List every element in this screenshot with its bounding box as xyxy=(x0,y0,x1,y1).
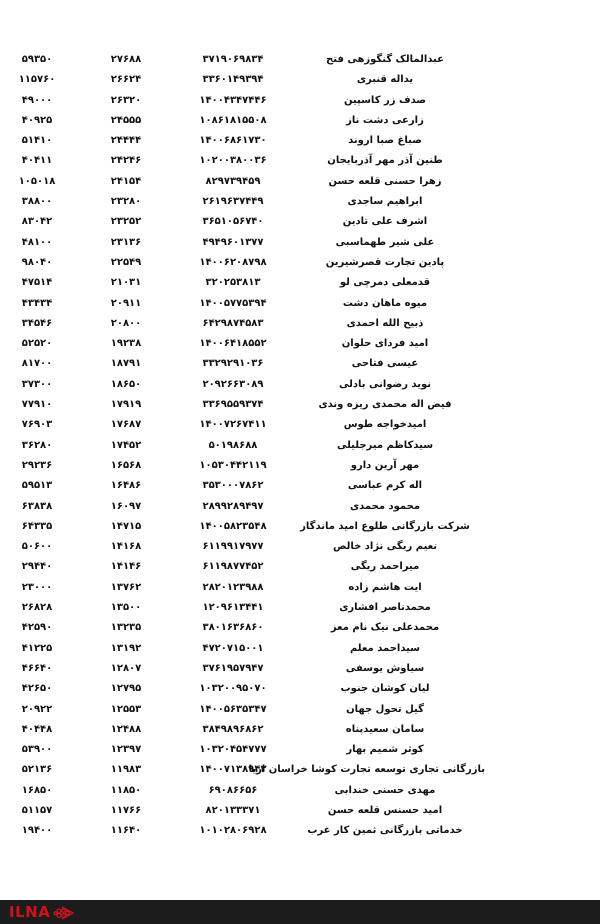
amount-cell: ۴۰۴۴۸ xyxy=(21,723,53,735)
amount-cell: ۵۲۱۳۶ xyxy=(21,764,53,776)
id-cell: ۱۴۰۰۴۳۴۷۴۴۶ xyxy=(199,94,267,106)
table-row xyxy=(0,192,600,212)
id-cell: ۳۸۴۹۸۹۶۸۶۲ xyxy=(202,723,264,735)
id-cell: ۱۰۱۰۲۸۰۶۹۲۸ xyxy=(199,825,267,837)
id-cell: ۲۸۲۰۱۲۳۹۸۸ xyxy=(202,581,264,593)
count-cell: ۱۲۸۰۷ xyxy=(110,662,142,674)
table-row xyxy=(0,659,600,679)
count-cell: ۱۳۲۳۵ xyxy=(110,622,142,634)
amount-cell: ۵۹۵۱۳ xyxy=(21,480,53,492)
count-cell: ۱۷۹۱۹ xyxy=(110,399,142,411)
name-cell: قدمعلی دمرچی لو xyxy=(339,277,431,289)
id-cell: ۶۴۲۹۸۷۴۵۸۳ xyxy=(202,317,264,329)
amount-cell: ۹۸۰۴۰ xyxy=(21,256,53,268)
id-cell: ۱۰۳۲۰۰۹۵۰۷۰ xyxy=(199,683,267,695)
table-row xyxy=(0,598,600,618)
name-cell: سیاوش یوسفی xyxy=(345,662,425,674)
count-cell: ۲۷۶۸۸ xyxy=(110,54,142,65)
count-cell: ۲۳۲۸۰ xyxy=(110,196,142,208)
amount-cell: ۳۴۵۴۶ xyxy=(21,317,53,329)
id-cell: ۱۴۰۰۵۶۳۵۳۴۷ xyxy=(199,703,267,715)
count-cell: ۱۳۱۹۲ xyxy=(110,642,142,654)
amount-cell: ۲۳۰۰۰ xyxy=(21,581,53,593)
id-cell: ۸۲۹۷۳۹۴۵۹ xyxy=(205,175,261,187)
id-cell: ۱۴۰۰۵۸۲۳۵۴۸ xyxy=(199,520,267,532)
name-cell: میوه ماهان دشت xyxy=(342,297,428,309)
name-cell: امید حسنس قلعه حسن xyxy=(327,804,443,816)
count-cell: ۲۱۰۳۱ xyxy=(110,277,142,289)
id-cell: ۸۲۰۱۳۳۳۷۱ xyxy=(205,804,261,816)
amount-cell: ۵۰۶۰۰ xyxy=(21,541,53,553)
name-cell: سیداحمد معلم xyxy=(349,642,421,654)
amount-cell: ۴۰۹۲۵ xyxy=(21,114,53,126)
amount-cell: ۳۶۲۸۰ xyxy=(21,439,53,451)
amount-cell: ۵۳۹۰۰ xyxy=(21,744,53,756)
data-table xyxy=(0,50,600,842)
table-row xyxy=(0,720,600,740)
amount-cell: ۱۱۵۷۶۰ xyxy=(18,74,56,86)
footer-bar xyxy=(0,900,600,924)
id-cell: ۶۱۱۹۸۷۷۴۵۲ xyxy=(202,561,264,573)
amount-cell: ۸۳۰۴۲ xyxy=(21,216,53,228)
amount-cell: ۱۶۸۵۰ xyxy=(21,784,53,796)
amount-cell: ۴۸۱۰۰ xyxy=(21,236,53,248)
amount-cell: ۳۸۸۰۰ xyxy=(21,196,53,208)
amount-cell: ۵۹۳۵۰ xyxy=(21,54,53,65)
id-cell: ۶۱۱۹۹۱۷۹۷۷ xyxy=(202,541,264,553)
table-row xyxy=(0,395,600,415)
id-cell: ۱۴۰۰۷۲۶۷۴۱۱ xyxy=(199,419,267,431)
amount-cell: ۴۳۴۳۴ xyxy=(21,297,53,309)
name-cell: ذبیح الله احمدی xyxy=(346,317,424,329)
amount-cell: ۴۹۰۰۰ xyxy=(21,94,53,106)
table-row xyxy=(0,821,600,841)
amount-cell: ۴۰۴۱۱ xyxy=(21,155,53,167)
id-cell: ۲۶۱۹۶۳۷۴۴۹ xyxy=(202,196,264,208)
name-cell: امید فردای حلوان xyxy=(341,338,429,350)
name-cell: علی شیر طهماسبی xyxy=(335,236,435,248)
name-cell: ابراهیم ساجدی xyxy=(347,196,423,208)
id-cell: ۱۴۰۰۷۱۳۸۹۴۲ xyxy=(199,764,267,776)
name-cell: امیدخواجه طوس xyxy=(343,419,427,431)
table-row xyxy=(0,91,600,111)
amount-cell: ۵۱۴۱۰ xyxy=(21,135,53,147)
name-cell: نعیم ریگی نژاد خالص xyxy=(332,541,438,553)
table-row xyxy=(0,517,600,537)
amount-cell: ۴۲۶۵۰ xyxy=(21,683,53,695)
id-cell: ۱۴۰۰۶۴۱۸۵۵۲ xyxy=(199,338,267,350)
count-cell: ۱۸۶۵۰ xyxy=(110,378,142,390)
table-row xyxy=(0,679,600,699)
table-row xyxy=(0,639,600,659)
name-cell: محمود محمدی xyxy=(349,500,421,512)
count-cell: ۱۷۶۸۷ xyxy=(110,419,142,431)
table-row xyxy=(0,253,600,273)
count-cell: ۲۰۹۱۱ xyxy=(110,297,142,309)
name-cell: لیان کوشان جنوب xyxy=(340,683,430,695)
table-row xyxy=(0,314,600,334)
table-row xyxy=(0,740,600,760)
name-cell: میراحمد ریگی xyxy=(350,561,420,573)
count-cell: ۱۲۵۵۳ xyxy=(110,703,142,715)
table-row xyxy=(0,172,600,192)
count-cell: ۱۴۷۱۵ xyxy=(110,520,142,532)
count-cell: ۲۴۲۴۶ xyxy=(110,155,142,167)
count-cell: ۲۶۶۲۴ xyxy=(110,74,142,86)
count-cell: ۱۱۶۴۰ xyxy=(110,825,142,837)
count-cell: ۱۲۷۹۵ xyxy=(110,683,142,695)
count-cell: ۲۳۲۵۲ xyxy=(110,216,142,228)
table-row xyxy=(0,781,600,801)
table-row xyxy=(0,131,600,151)
amount-cell: ۲۹۴۴۰ xyxy=(21,561,53,573)
table-row xyxy=(0,578,600,598)
name-cell: اشرف علی تادین xyxy=(342,216,428,228)
id-cell: ۱۴۰۰۵۷۷۵۳۹۴ xyxy=(199,297,267,309)
id-cell: ۳۷۶۱۹۵۷۹۴۷ xyxy=(202,662,264,674)
count-cell: ۱۶۵۶۸ xyxy=(110,459,142,471)
id-cell: ۱۰۳۲۰۴۵۴۷۷۷ xyxy=(199,744,267,756)
id-cell: ۴۷۲۰۷۱۵۰۰۱ xyxy=(202,642,264,654)
name-cell: گیل تحول جهان xyxy=(346,703,424,715)
table-row xyxy=(0,415,600,435)
name-cell: طنین آذر مهر آذربایجان xyxy=(327,155,443,167)
amount-cell: ۸۱۷۰۰ xyxy=(21,358,53,370)
count-cell: ۱۱۸۵۰ xyxy=(110,784,142,796)
id-cell: ۳۶۵۱۰۵۶۷۴۰ xyxy=(202,216,264,228)
count-cell: ۲۴۴۴۴ xyxy=(110,135,142,147)
name-cell: شرکت بازرگانی طلوع امید ماندگار xyxy=(300,520,470,532)
id-cell: ۶۹۰۸۶۶۵۶ xyxy=(208,784,258,796)
table-row xyxy=(0,334,600,354)
name-cell: بازرگانی تجاری توسعه تجارت کوشا خراسان اریا xyxy=(248,764,485,776)
table-row xyxy=(0,497,600,517)
id-cell: ۱۲۰۹۶۱۳۴۴۱ xyxy=(202,602,264,614)
id-cell: ۱۰۲۰۰۳۸۰۰۳۶ xyxy=(199,155,267,167)
table-row xyxy=(0,233,600,253)
table-row xyxy=(0,801,600,821)
amount-cell: ۷۶۹۰۳ xyxy=(21,419,53,431)
id-cell: ۴۹۴۹۶۰۱۳۷۷ xyxy=(202,236,264,248)
count-cell: ۱۴۱۴۶ xyxy=(110,561,142,573)
amount-cell: ۵۱۱۵۷ xyxy=(21,804,53,816)
arrow-dots-icon xyxy=(53,905,75,919)
table-row xyxy=(0,557,600,577)
name-cell: کوثر شمیم بهار xyxy=(346,744,424,756)
name-cell: نوید رضوانی بادلی xyxy=(338,378,432,390)
id-cell: ۱۰۵۳۰۴۴۲۱۱۹ xyxy=(199,459,267,471)
amount-cell: ۳۷۳۰۰ xyxy=(21,378,53,390)
count-cell: ۱۷۴۵۲ xyxy=(110,439,142,451)
count-cell: ۱۳۵۰۰ xyxy=(110,602,142,614)
table-row xyxy=(0,212,600,232)
amount-cell: ۲۶۸۲۸ xyxy=(21,602,53,614)
amount-cell: ۴۶۶۴۰ xyxy=(21,662,53,674)
name-cell: عیسی فتاحی xyxy=(351,358,419,370)
id-cell: ۳۷۱۹۰۶۹۸۳۴ xyxy=(202,54,264,65)
name-cell: محمدعلی نیک نام معز xyxy=(330,622,440,634)
name-cell: پادین تجارت قصرشیرین xyxy=(325,256,445,268)
id-cell: ۳۳۲۹۲۹۱۰۳۶ xyxy=(202,358,264,370)
table-row xyxy=(0,294,600,314)
id-cell: ۱۴۰۰۶۲۰۸۷۹۸ xyxy=(199,256,267,268)
amount-cell: ۱۰۵۰۱۸ xyxy=(18,175,56,187)
id-cell: ۵۰۱۹۸۶۸۸ xyxy=(208,439,258,451)
id-cell: ۱۴۰۰۶۸۶۱۷۳۰ xyxy=(199,135,267,147)
amount-cell: ۶۳۸۳۸ xyxy=(21,500,53,512)
id-cell: ۲۸۹۹۲۸۹۴۹۷ xyxy=(202,500,264,512)
table-row xyxy=(0,354,600,374)
count-cell: ۱۲۳۹۷ xyxy=(110,744,142,756)
name-cell: سامان سعیدپناه xyxy=(345,723,425,735)
amount-cell: ۲۹۲۳۶ xyxy=(21,459,53,471)
table-row xyxy=(0,436,600,456)
count-cell: ۱۶۰۹۷ xyxy=(110,500,142,512)
name-cell: ایت هاشم زاده xyxy=(348,581,422,593)
name-cell: خدماتی بازرگانی ثمین کار غرب xyxy=(307,825,463,837)
id-cell: ۱۰۸۶۱۸۱۵۵۰۸ xyxy=(199,114,267,126)
table-row xyxy=(0,456,600,476)
count-cell: ۲۲۵۴۹ xyxy=(110,256,142,268)
id-cell: ۳۳۶۰۱۴۹۳۹۴ xyxy=(202,74,264,86)
table-row xyxy=(0,476,600,496)
count-cell: ۱۳۷۶۲ xyxy=(110,581,142,593)
name-cell: اله کرم عباسی xyxy=(347,480,423,492)
name-cell: زهرا حسنی قلعه حسن xyxy=(328,175,442,187)
name-cell: سیدکاظم میرجلیلی xyxy=(336,439,434,451)
count-cell: ۱۴۱۶۸ xyxy=(110,541,142,553)
count-cell: ۲۳۱۳۶ xyxy=(110,236,142,248)
amount-cell: ۴۲۵۹۰ xyxy=(21,622,53,634)
count-cell: ۱۱۷۶۶ xyxy=(110,804,142,816)
table-row xyxy=(0,70,600,90)
amount-cell: ۵۲۵۲۰ xyxy=(21,338,53,350)
name-cell: صباغ صبا اروند xyxy=(348,135,422,147)
name-cell: محمدناصر افشاری xyxy=(339,602,431,614)
name-cell: عبدالمالک گنگوزهی فتح xyxy=(326,54,444,65)
table-row xyxy=(0,537,600,557)
name-cell: مهر آرین دارو xyxy=(350,459,420,471)
table-row xyxy=(0,111,600,131)
table-row xyxy=(0,375,600,395)
count-cell: ۱۲۴۸۸ xyxy=(110,723,142,735)
id-cell: ۳۵۳۰۰۰۷۸۶۲ xyxy=(202,480,264,492)
table-row xyxy=(0,151,600,171)
name-cell: صدف زر کاسپین xyxy=(343,94,427,106)
id-cell: ۳۲۰۲۵۳۸۱۳ xyxy=(205,277,261,289)
amount-cell: ۴۱۲۲۵ xyxy=(21,642,53,654)
count-cell: ۱۸۷۹۱ xyxy=(110,358,142,370)
name-cell: زارعی دشت ناز xyxy=(346,114,424,126)
logo-text: ILNA xyxy=(9,903,51,921)
table-row xyxy=(0,760,600,780)
amount-cell: ۱۹۴۰۰ xyxy=(21,825,53,837)
count-cell: ۱۹۲۳۸ xyxy=(110,338,142,350)
count-cell: ۲۴۵۵۵ xyxy=(110,114,142,126)
count-cell: ۱۱۹۸۳ xyxy=(110,764,142,776)
amount-cell: ۲۰۹۲۲ xyxy=(21,703,53,715)
amount-cell: ۷۷۹۱۰ xyxy=(21,399,53,411)
table-row xyxy=(0,273,600,293)
count-cell: ۲۴۱۵۴ xyxy=(110,175,142,187)
table-row xyxy=(0,50,600,70)
table-row xyxy=(0,700,600,720)
id-cell: ۳۳۶۹۵۵۹۳۷۴ xyxy=(202,399,264,411)
id-cell: ۳۸۰۱۶۳۶۸۶۰ xyxy=(202,622,264,634)
name-cell: مهدی حسنی خندابی xyxy=(334,784,436,796)
id-cell: ۲۰۹۲۶۶۳۰۸۹ xyxy=(202,378,264,390)
count-cell: ۲۰۸۰۰ xyxy=(110,317,142,329)
amount-cell: ۶۴۳۳۵ xyxy=(21,520,53,532)
name-cell: یداله قنبری xyxy=(356,74,414,86)
name-cell: فیض اله محمدی ریزه وندی xyxy=(318,399,452,411)
amount-cell: ۴۷۵۱۴ xyxy=(21,277,53,289)
count-cell: ۲۶۳۲۰ xyxy=(110,94,142,106)
count-cell: ۱۶۴۸۶ xyxy=(110,480,142,492)
ilna-logo[interactable] xyxy=(9,902,75,922)
table-row xyxy=(0,618,600,638)
